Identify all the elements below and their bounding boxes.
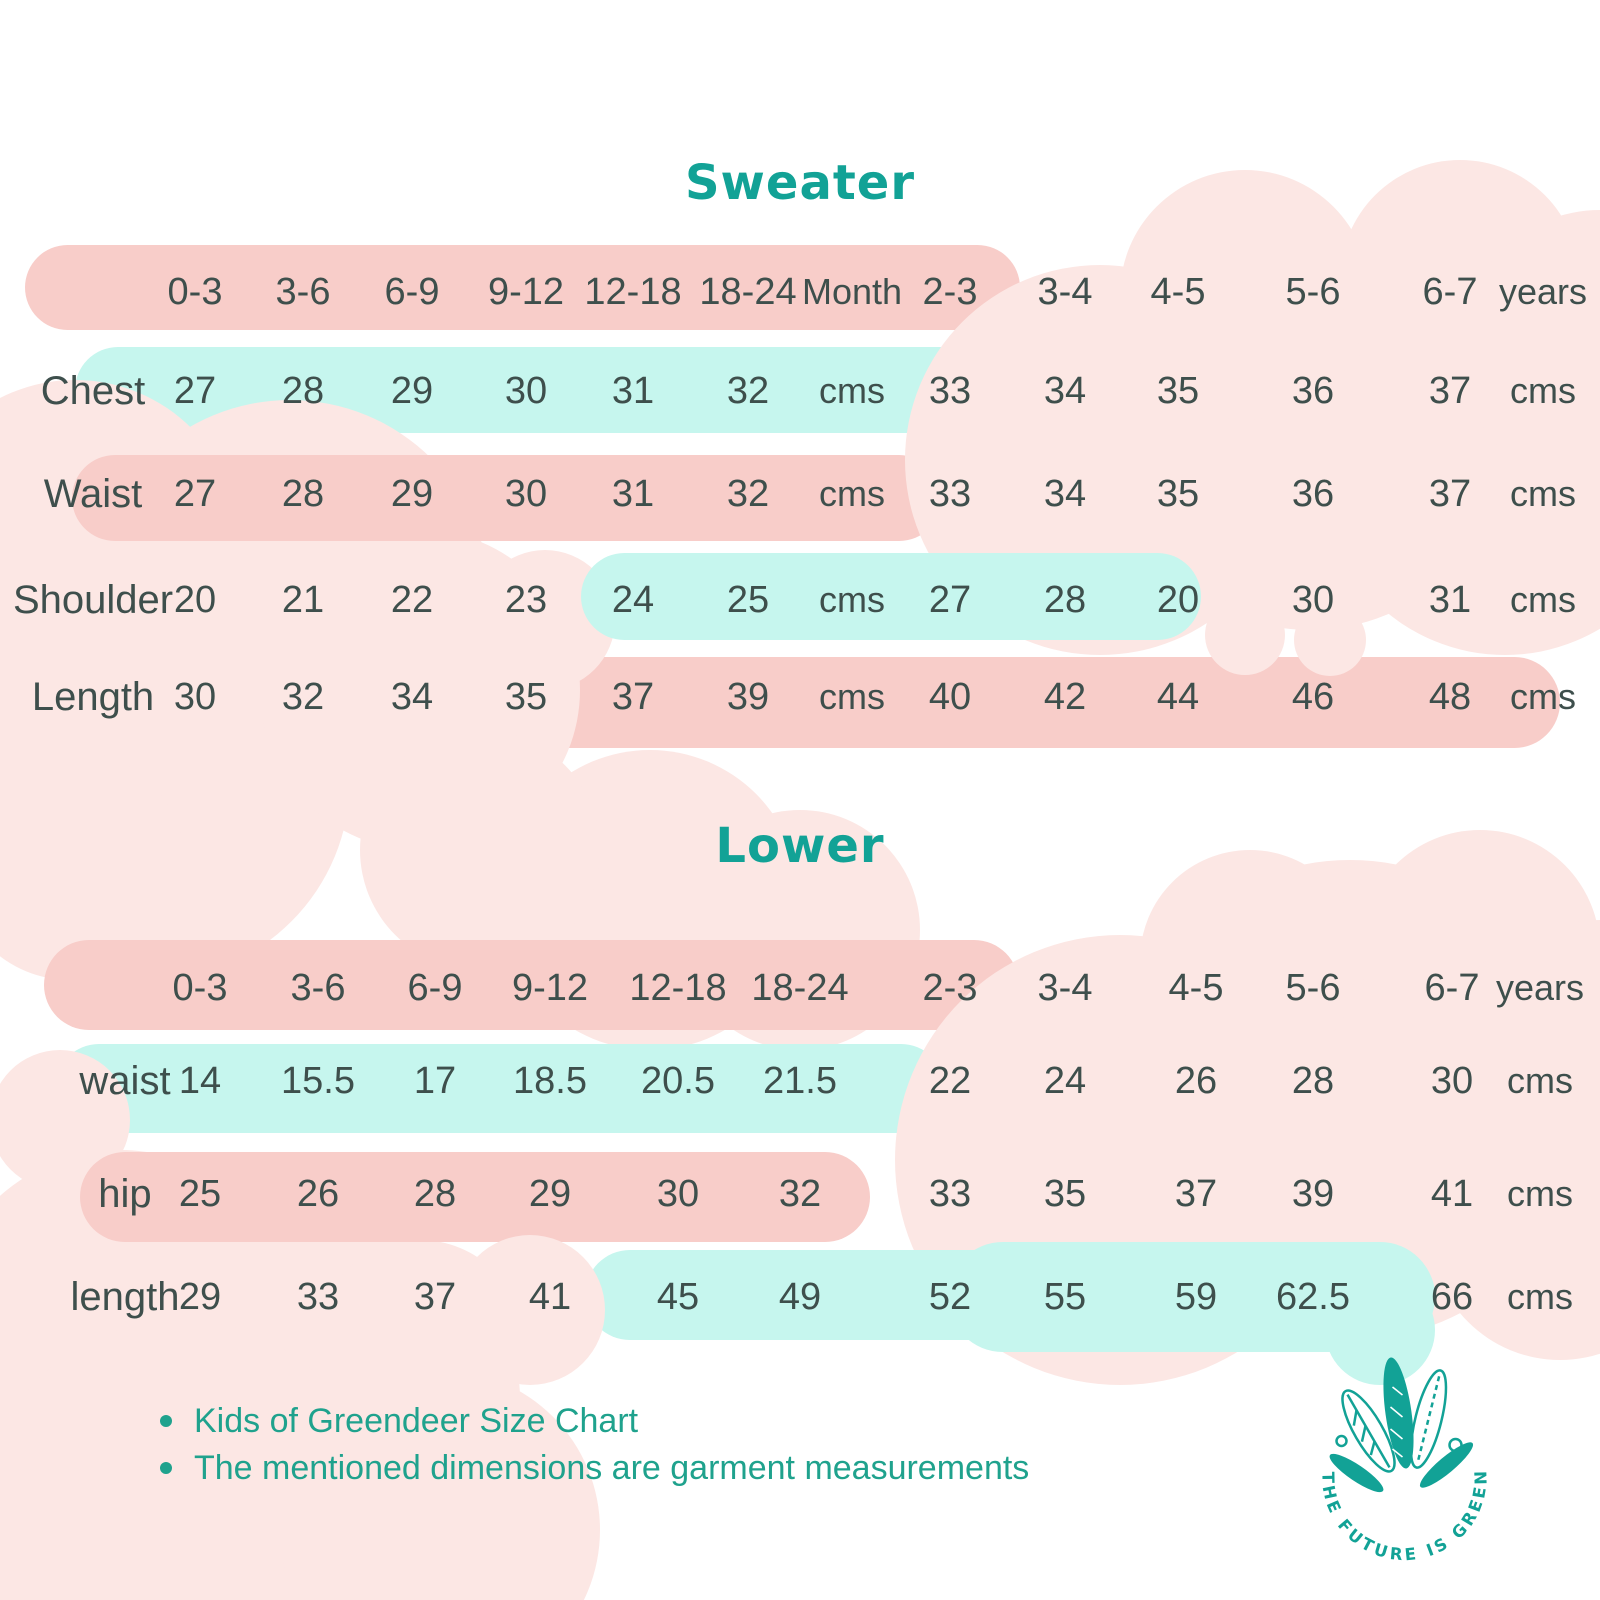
cell-value: 20.5 bbox=[641, 1060, 715, 1102]
footer-note-text: The mentioned dimensions are garment measurements bbox=[194, 1448, 1030, 1487]
cell-value: 32 bbox=[726, 473, 770, 515]
row-label: length bbox=[70, 1275, 180, 1319]
svg-text:THE FUTURE IS GREEN bbox=[1318, 1467, 1490, 1564]
cell-value: 12-18 bbox=[584, 271, 682, 313]
sweater-waist-row bbox=[0, 449, 1600, 539]
cell-value: 35 bbox=[1156, 370, 1200, 412]
cell-value: 27 bbox=[173, 473, 217, 515]
sweater-length-row bbox=[0, 652, 1600, 742]
footer-note bbox=[160, 1445, 1029, 1491]
cell-value: 9-12 bbox=[487, 271, 565, 313]
cell-value: 31 bbox=[611, 473, 655, 515]
cell-value: 33 bbox=[928, 1173, 972, 1215]
cell-value: 6-7 bbox=[1422, 271, 1478, 313]
row-label: waist bbox=[79, 1059, 171, 1103]
cell-value: 33 bbox=[296, 1276, 340, 1318]
unit-label: cms bbox=[1510, 676, 1576, 717]
cell-value: 3-4 bbox=[1037, 271, 1093, 313]
cell-value: 26 bbox=[296, 1173, 340, 1215]
cell-value: 31 bbox=[611, 370, 655, 412]
cell-value: 42 bbox=[1043, 676, 1087, 718]
cell-value: 36 bbox=[1291, 473, 1335, 515]
cell-value: 6-9 bbox=[407, 967, 463, 1009]
cell-value: 32 bbox=[281, 676, 325, 718]
cell-value: 4-5 bbox=[1150, 271, 1206, 313]
mid-unit-label: cms bbox=[819, 579, 885, 620]
cell-value: 37 bbox=[413, 1276, 457, 1318]
cell-value: 30 bbox=[504, 370, 548, 412]
cell-value: 30 bbox=[504, 473, 548, 515]
cell-value: 28 bbox=[413, 1173, 457, 1215]
cell-value: 55 bbox=[1043, 1276, 1087, 1318]
lower-header-row bbox=[0, 943, 1600, 1033]
cell-value: 15.5 bbox=[281, 1060, 355, 1102]
cell-value: 37 bbox=[611, 676, 655, 718]
cell-value: 9-12 bbox=[511, 967, 589, 1009]
cell-value: 35 bbox=[504, 676, 548, 718]
unit-label: years bbox=[1498, 271, 1588, 312]
unit-label: cms bbox=[1507, 1060, 1573, 1101]
cell-value: 25 bbox=[726, 579, 770, 621]
mid-unit-label: Month bbox=[801, 271, 903, 312]
cell-value: 66 bbox=[1430, 1276, 1474, 1318]
row-label: Shoulder bbox=[12, 578, 174, 622]
cell-value: 37 bbox=[1428, 473, 1472, 515]
cell-value: 21.5 bbox=[763, 1060, 837, 1102]
cell-value: 37 bbox=[1174, 1173, 1218, 1215]
cell-value: 24 bbox=[611, 579, 655, 621]
cell-value: 18-24 bbox=[699, 271, 797, 313]
unit-label: cms bbox=[1510, 579, 1576, 620]
cell-value: 27 bbox=[173, 370, 217, 412]
unit-label: years bbox=[1495, 967, 1585, 1008]
cell-value: 20 bbox=[1156, 579, 1200, 621]
cell-value: 30 bbox=[1291, 579, 1335, 621]
unit-label: cms bbox=[1510, 473, 1576, 514]
cell-value: 20 bbox=[173, 579, 217, 621]
cell-value: 35 bbox=[1043, 1173, 1087, 1215]
cell-value: 39 bbox=[726, 676, 770, 718]
cell-value: 40 bbox=[928, 676, 972, 718]
cell-value: 31 bbox=[1428, 579, 1472, 621]
cell-value: 30 bbox=[1430, 1060, 1474, 1102]
footer-note-text: Kids of Greendeer Size Chart bbox=[194, 1401, 639, 1440]
cell-value: 5-6 bbox=[1285, 967, 1341, 1009]
mid-unit-label: cms bbox=[819, 676, 885, 717]
cell-value: 62.5 bbox=[1276, 1276, 1350, 1318]
cell-value: 41 bbox=[528, 1276, 572, 1318]
cell-value: 21 bbox=[281, 579, 325, 621]
cell-value: 22 bbox=[390, 579, 434, 621]
cell-value: 28 bbox=[1043, 579, 1087, 621]
sweater-title: Sweater bbox=[684, 155, 916, 211]
cell-value: 12-18 bbox=[629, 967, 727, 1009]
mid-unit-label: cms bbox=[819, 370, 885, 411]
row-label: Waist bbox=[43, 472, 143, 516]
bullet-dot bbox=[160, 1415, 172, 1427]
sweater-chest-row bbox=[0, 346, 1600, 436]
cell-value: 27 bbox=[928, 579, 972, 621]
cell-value: 41 bbox=[1430, 1173, 1474, 1215]
cell-value: 0-3 bbox=[167, 271, 223, 313]
cell-value: 18-24 bbox=[751, 967, 849, 1009]
cell-value: 44 bbox=[1156, 676, 1200, 718]
mid-unit-label: cms bbox=[819, 473, 885, 514]
row-label: hip bbox=[98, 1172, 152, 1216]
cell-value: 23 bbox=[504, 579, 548, 621]
cell-value: 2-3 bbox=[922, 967, 978, 1009]
lower-waist-row bbox=[0, 1036, 1600, 1126]
cell-value: 49 bbox=[778, 1276, 822, 1318]
cell-value: 36 bbox=[1291, 370, 1335, 412]
cell-value: 6-7 bbox=[1424, 967, 1480, 1009]
cell-value: 14 bbox=[178, 1060, 222, 1102]
cell-value: 25 bbox=[178, 1173, 222, 1215]
cell-value: 5-6 bbox=[1285, 271, 1341, 313]
cell-value: 26 bbox=[1174, 1060, 1218, 1102]
unit-label: cms bbox=[1510, 370, 1576, 411]
cell-value: 35 bbox=[1156, 473, 1200, 515]
row-label: Length bbox=[31, 675, 155, 719]
cell-value: 3-4 bbox=[1037, 967, 1093, 1009]
unit-label: cms bbox=[1507, 1173, 1573, 1214]
cell-value: 29 bbox=[390, 370, 434, 412]
cell-value: 59 bbox=[1174, 1276, 1218, 1318]
cell-value: 28 bbox=[281, 473, 325, 515]
cell-value: 3-6 bbox=[290, 967, 346, 1009]
leaf-logo bbox=[1292, 1335, 1517, 1570]
cell-value: 52 bbox=[928, 1276, 972, 1318]
cell-value: 24 bbox=[1043, 1060, 1087, 1102]
cell-value: 30 bbox=[656, 1173, 700, 1215]
cell-value: 29 bbox=[528, 1173, 572, 1215]
cell-value: 46 bbox=[1291, 676, 1335, 718]
cell-value: 32 bbox=[726, 370, 770, 412]
bullet-dot bbox=[160, 1462, 172, 1474]
cell-value: 4-5 bbox=[1168, 967, 1224, 1009]
sweater-shoulder-row bbox=[0, 555, 1600, 645]
cell-value: 48 bbox=[1428, 676, 1472, 718]
cell-value: 28 bbox=[281, 370, 325, 412]
cell-value: 39 bbox=[1291, 1173, 1335, 1215]
row-label: Chest bbox=[40, 369, 146, 413]
cell-value: 34 bbox=[1043, 370, 1087, 412]
cell-value: 33 bbox=[928, 473, 972, 515]
lower-length-row bbox=[0, 1252, 1600, 1342]
cell-value: 32 bbox=[778, 1173, 822, 1215]
cell-value: 2-3 bbox=[922, 271, 978, 313]
lower-hip-row bbox=[0, 1149, 1600, 1239]
cell-value: 29 bbox=[178, 1276, 222, 1318]
cell-value: 34 bbox=[1043, 473, 1087, 515]
unit-label: cms bbox=[1507, 1276, 1573, 1317]
footer-note bbox=[160, 1398, 638, 1444]
cell-value: 37 bbox=[1428, 370, 1472, 412]
logo-arc-text: THE FUTURE IS GREEN bbox=[1318, 1467, 1491, 1565]
cell-value: 29 bbox=[390, 473, 434, 515]
cell-value: 3-6 bbox=[275, 271, 331, 313]
cell-value: 45 bbox=[656, 1276, 700, 1318]
cell-value: 22 bbox=[928, 1060, 972, 1102]
cell-value: 0-3 bbox=[172, 967, 228, 1009]
cell-value: 18.5 bbox=[513, 1060, 587, 1102]
cell-value: 30 bbox=[173, 676, 217, 718]
cell-value: 6-9 bbox=[384, 271, 440, 313]
sweater-header-row bbox=[0, 247, 1600, 337]
cell-value: 17 bbox=[413, 1060, 457, 1102]
cell-value: 28 bbox=[1291, 1060, 1335, 1102]
lower-title: Lower bbox=[715, 818, 885, 874]
cell-value: 33 bbox=[928, 370, 972, 412]
cell-value: 34 bbox=[390, 676, 434, 718]
